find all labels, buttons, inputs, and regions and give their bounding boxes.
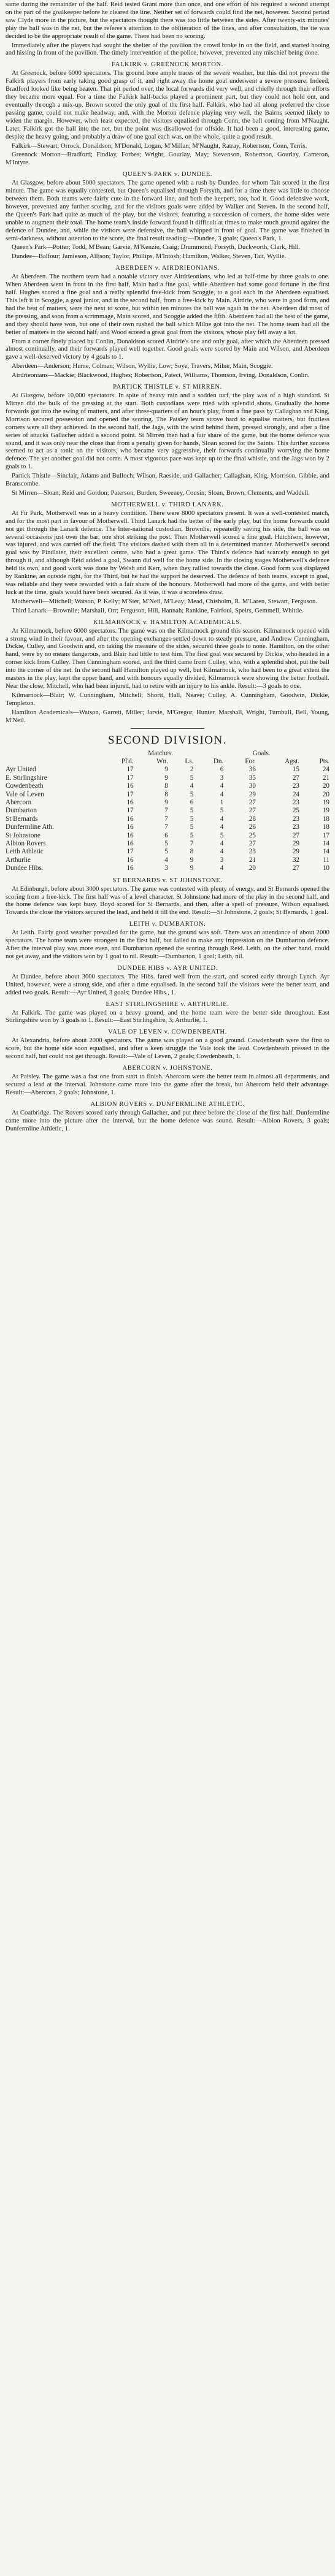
table-cell: 9 bbox=[164, 774, 168, 782]
table-cell: 5 bbox=[220, 807, 224, 815]
table-cell: 4 bbox=[220, 782, 224, 790]
table-cell: 5 bbox=[190, 823, 194, 831]
group-matches: Matches. bbox=[148, 749, 173, 757]
match-heading: ABERDEEN v. AIRDRIEONIANS. bbox=[115, 265, 220, 272]
table-cell: 9 bbox=[190, 864, 194, 872]
match-report-leith-v-dumbarton bbox=[6, 920, 329, 961]
table-row bbox=[6, 799, 329, 807]
match-heading: LEITH v. DUMBARTON. bbox=[129, 921, 206, 928]
table-row bbox=[6, 864, 329, 872]
table-cell: 29 bbox=[292, 839, 300, 847]
table-cell: 5 bbox=[164, 839, 168, 847]
match-report-text: At Dundee, before about 3000 spectators. The Hibs. fared well from the start, and scored early through Lynch. Ayr United, however, were a strong side, and after a time equalised. In the second half the visitors were the better team, and added two goals. Result:—Ayr United, 3 goals; Dundee Hibs., 1. bbox=[6, 973, 329, 996]
table-cell: 24 bbox=[322, 766, 329, 774]
table-cell: 1 bbox=[220, 798, 224, 806]
team-lineup: Dundee—Balfour; Jamieson, Allison; Taylor, Phillips, M'Intosh; Hamilton, Walker, Steven, Tait, Wyllie. bbox=[12, 253, 287, 261]
team-name: Arthurlie bbox=[6, 856, 31, 864]
table-cell: 16 bbox=[126, 864, 134, 872]
table-cell: 24 bbox=[292, 790, 300, 798]
team-lineup: Falkirk—Stewart; Orrock, Donaldson; M'Donald, Logan, M'Millan; M'Naught, Ratray, Robertson, Conn, Terris. bbox=[12, 142, 307, 150]
team-name: Cowdenbeath bbox=[6, 782, 44, 790]
table-row bbox=[6, 774, 329, 782]
match-reports bbox=[6, 61, 329, 725]
table-row bbox=[6, 766, 329, 774]
team-lineup: Kilmarnock—Blair; W. Cunningham, Mitchell; Shortt, Hall, Neave; Culley, A. Cunningham, Goodwin, Dickie, Templeton. bbox=[6, 692, 329, 707]
team-name: Vale of Leven bbox=[6, 790, 44, 798]
table-cell: 15 bbox=[292, 766, 300, 774]
column-header: Pts. bbox=[319, 757, 329, 765]
table-cell: 25 bbox=[292, 807, 300, 815]
match-heading: KILMARNOCK v. HAMILTON ACADEMICALS. bbox=[93, 619, 242, 626]
table-cell: 25 bbox=[248, 831, 256, 839]
table-cell: 10 bbox=[322, 864, 329, 872]
match-report-text: At Coatbridge. The Rovers scored early through Gallacher, and put three before the close of the first half. Dunfermline came more into the picture after the interval, but the home defence was sound. Result:—Albion Rovers, 3 goals; Dunfermline Athletic, 1. bbox=[6, 1109, 329, 1132]
table-column-header bbox=[6, 758, 329, 766]
match-heading: ABERCORN v. JOHNSTONE. bbox=[122, 1065, 213, 1072]
table-cell: 5 bbox=[190, 815, 194, 823]
table-cell: 6 bbox=[190, 798, 194, 806]
match-heading: ALBION ROVERS v. DUNFERMLINE ATHLETIC. bbox=[90, 1100, 245, 1108]
team-lineup: Queen's Park—Potter; Todd, M'Bean; Garvie, M'Kenzie, Craig; Drummond, Forsyth, Duckworth, Clark, Hill. bbox=[12, 244, 301, 251]
table-cell: 23 bbox=[248, 848, 256, 856]
table-row bbox=[6, 782, 329, 790]
table-cell: 23 bbox=[292, 798, 300, 806]
table-cell: 17 bbox=[126, 790, 134, 798]
match-heading: EAST STIRLINGSHIRE v. ARTHURLIE. bbox=[106, 1000, 229, 1008]
match-heading: VALE OF LEVEN v. COWDENBEATH. bbox=[108, 1029, 227, 1036]
team-lineup: St Mirren—Sloan; Reid and Gordon; Paterson, Burden, Sweeney, Cousin; Sloan, Brown, Clements, and Waddell. bbox=[12, 489, 310, 497]
table-cell: 23 bbox=[292, 823, 300, 831]
group-goals: Goals. bbox=[252, 749, 271, 757]
table-cell: 3 bbox=[164, 864, 168, 872]
newspaper-page bbox=[6, 0, 329, 2576]
match-report-text: At Leith. Fairly good weather prevailed for the game, but the ground was soft. There was an attendance of about 2000 spectators. The home team were strongest in the first half, but failed to make any impression on the Dumbarton defence. After the interval play was more even, and Dumbarton opened the scoring through Reid. Leith, on the other hand, could not get away, and the visitors won by 1 goal to nil. Result:—Dumbarton, 1 goal; Leith, nil. bbox=[6, 929, 329, 960]
team-name: St Bernards bbox=[6, 815, 38, 823]
match-report-vale-of-leven-v-cowdenbeath bbox=[6, 1028, 329, 1061]
table-group-header bbox=[6, 750, 329, 758]
table-cell: 14 bbox=[322, 848, 329, 856]
table-row bbox=[6, 823, 329, 831]
table-cell: 17 bbox=[126, 774, 134, 782]
second-division-table bbox=[6, 750, 329, 873]
match-report-abercorn-v-johnstone bbox=[6, 1064, 329, 1097]
table-cell: 16 bbox=[126, 815, 134, 823]
table-cell: 21 bbox=[248, 856, 256, 864]
table-cell: 19 bbox=[322, 798, 329, 806]
table-cell: 8 bbox=[164, 790, 168, 798]
table-cell: 17 bbox=[126, 848, 134, 856]
team-name: Leith Athletic bbox=[6, 848, 44, 856]
table-cell: 4 bbox=[220, 815, 224, 823]
table-cell: 27 bbox=[292, 864, 300, 872]
table-cell: 29 bbox=[248, 790, 256, 798]
team-name: E. Stirlingshire bbox=[6, 774, 47, 782]
table-cell: 16 bbox=[126, 839, 134, 847]
table-cell: 27 bbox=[248, 798, 256, 806]
match-report-text: At Kilmarnock, before 6000 spectators. The game was on the Kilmarnock ground this season. Kilmarnock opened with a strong wind in their favour, and after the opening exchanges settled down to steady pressure, and Andrew Cunningham, Dickie, Culley, and Goodwin and, on taking the measure of the sides, secured three goals to none. Hamilton, on the other hand, were by no means dangerous, and Blair had little to test him. The first goal was secured by Dickie, who headed in a corner kick from Culley. Then Cunningham scored, and the third came from Culley, who, with a splendid shot, put the ball into the corner of the net. In the second half Hamilton played up well, but Kilmarnock, who had been to a great extent the masters in the play, kept the upper hand, and with honours equally divided, Kilmarnock were showing the better football. Near the close, Mitchell, who had been injured, had to retire with an injury to his ankle. Result:—3 goals to one. bbox=[6, 627, 329, 690]
table-cell: 18 bbox=[322, 823, 329, 831]
match-report-falkirk-v-greenock-morton bbox=[6, 61, 329, 167]
table-cell: 27 bbox=[248, 839, 256, 847]
match-heading: FALKIRK v. GREENOCK MORTON. bbox=[112, 61, 223, 69]
team-name: Ayr United bbox=[6, 766, 36, 774]
table-cell: 4 bbox=[220, 790, 224, 798]
match-report-text: At Aberdeen. The northern team had a notable victory over Airdrieonians, who led at half-time by three goals to one. When Aberdeen went in front in the first half, Main had a fine goal, while Aberdeen had some good fortune in the first half. Hughes scored a fine goal and a really splendid free-kick from Scoggie, to a goal each in the Aberdeen equalised. This left it in Scoggie, a goal junior, and in the second half, from a free-kick by Main. Airdrie, who were in good form, and had the best of matters, were the next to score, but within ten minutes the ball was again in the net. Aberdeen did most of the pressing, and soon from a scrimmage, Main scored, and Scoggie added the fifth. Aberdeen had all the best of the game, and they should have won, but one of their own rushed the ball which Milne got into the net. The home team had all the better of matters in the second half, and Wood scored a great goal from the visitors, whose play fell away a lot. bbox=[6, 273, 329, 336]
table-cell: 14 bbox=[322, 839, 329, 847]
match-report-kilmarnock-v-hamilton-academicals bbox=[6, 619, 329, 725]
table-cell: 3 bbox=[220, 774, 224, 782]
team-name: St Johnstone bbox=[6, 831, 40, 839]
table-cell: 36 bbox=[248, 766, 256, 774]
table-cell: 17 bbox=[126, 766, 134, 774]
table-cell: 17 bbox=[126, 807, 134, 815]
table-cell: 7 bbox=[190, 839, 194, 847]
table-cell: 2 bbox=[190, 766, 194, 774]
match-report-partick-thistle-v-st-mirren bbox=[6, 383, 329, 498]
table-cell: 4 bbox=[220, 823, 224, 831]
table-cell: 5 bbox=[190, 790, 194, 798]
table-cell: 28 bbox=[248, 815, 256, 823]
match-report-text: At Greenock, before 6000 spectators. The ground bore ample traces of the severe weather, but this did not prevent the Falkirk players from early taking good grasp of it, and right away the home goal underwent a severe pressure. Indeed, Bradford looked like being beaten. That pit period over, the local forwards did very well, and chiefly through their efforts they became more equal. For a time the Falkirk half-backs played a prominent part, but they could not hold out, and eventually through a mix-up, Brown scored the only goal of the first half. Falkirk, who had all along preferred the close passing game, could not make headway, and, with the Morton defence playing very well, the Bairns seemed likely to widen the margin. However, when least expected, the visitors equalised through Conn, the ball coming from M'Naught. Later, Falkirk got the ball into the net, but the point was disallowed for offside. It had been a good, interesting game, despite the heavy going, and probably a draw of one goal each was, on the whole, quite a good result. bbox=[6, 70, 329, 140]
team-lineup: Hamilton Academicals—Watson, Garrett, Miller; Jarvie, M'Gregor, Hunter, Marshall, Wright, Turnbull, Bell, Young, M'Neil. bbox=[6, 709, 329, 724]
team-name: Dundee Hibs. bbox=[6, 864, 44, 872]
table-row bbox=[6, 832, 329, 840]
table-cell: 6 bbox=[164, 831, 168, 839]
table-row bbox=[6, 791, 329, 799]
table-cell: 7 bbox=[164, 823, 168, 831]
table-cell: 29 bbox=[292, 848, 300, 856]
table-cell: 9 bbox=[164, 798, 168, 806]
team-name: Albion Rovers bbox=[6, 839, 46, 847]
divider bbox=[131, 728, 204, 729]
table-cell: 27 bbox=[292, 774, 300, 782]
team-lineup: From a corner finely placed by Conlin, Donaldson scored Airdrie's one and only goal, after which the Aberdeen pressed almost continually, and their forwards played well together. Good goals were scored by Main and Wilson, and Aberdeen gave a well-deserved victory by 4 goals to 1. bbox=[6, 338, 329, 361]
match-report-east-stirlingshire-v-arthurlie bbox=[6, 1000, 329, 1026]
match-report-motherwell-v-third-lanark bbox=[6, 501, 329, 615]
table-cell: 8 bbox=[190, 848, 194, 856]
team-lineup: Third Lanark—Brownlie; Marshall, Orr; Ferguson, Hill, Hannah; Rankine, Fairfoul, Speirs, Gemmell, Whittle. bbox=[12, 607, 304, 614]
match-report-text: At Glasgow, before 10,000 spectators. In spite of heavy rain and a sodden turf, the play was of a high standard. St Mirren did the bulk of the pressing at the start. Both custodians were tried with splendid shots. Gradually the home forwards got into the swing of matters, and after three-quarters of an hour's play, from a fine pass by Callaghan and King, Morrison secured possession and opened the scoring. The Paisley team strove hard to equalise matters, but fruitless corners were all they achieved. In the second half, the Jags, with the wind behind them, pressed strongly, and after a fine series of attacks Gallacher added a second point. St Mirren then had a fair share of the game, but the home defence was sound, and it was only near the close that from a penalty given for hands, Sloan scored for the Saints. This further success seemed to act as a tonic on the visitors, who became very aggressive, their forwards continually worrying the home defence. The yet another goal did not come. A most vigorous pace was kept up to the final whistle, and the Jags won by 2 goals to 1. bbox=[6, 392, 329, 471]
team-name: Dumbarton bbox=[6, 807, 37, 815]
team-lineup: Airdrieonians—Mackie; Blackwood, Hughes; Robertson, Patect, Williams, Thomson, Irving, Donaldson, Conlin. bbox=[12, 372, 310, 379]
table-row bbox=[6, 856, 329, 864]
table-cell: 9 bbox=[190, 856, 194, 864]
table-cell: 19 bbox=[322, 807, 329, 815]
match-report-st-bernards-v-st-johnstone bbox=[6, 877, 329, 918]
column-header: Dn. bbox=[213, 757, 224, 765]
team-name: Abercorn bbox=[6, 798, 32, 806]
table-cell: 16 bbox=[126, 798, 134, 806]
column-header: For. bbox=[245, 757, 256, 765]
team-lineup: Aberdeen—Anderson; Hume, Colman; Wilson, Wyllie, Low; Soye, Travers, Milne, Main, Scoggie. bbox=[12, 363, 273, 370]
table-cell: 23 bbox=[292, 782, 300, 790]
table-cell: 21 bbox=[322, 774, 329, 782]
table-cell: 5 bbox=[164, 848, 168, 856]
table-cell: 20 bbox=[248, 864, 256, 872]
table-cell: 20 bbox=[322, 782, 329, 790]
table-cell: 16 bbox=[126, 856, 134, 864]
table-cell: 32 bbox=[292, 856, 300, 864]
table-cell: 3 bbox=[220, 856, 224, 864]
table-cell: 27 bbox=[248, 807, 256, 815]
intro-paragraph-2: Immediately after the players had sought the shelter of the pavilion the crowd broke in on the field, and started booing and hissing in front of the pavilion. The timely intervention of the police, however, prevented any mischief being done. bbox=[6, 42, 329, 57]
table-body bbox=[6, 766, 329, 872]
table-cell: 26 bbox=[248, 823, 256, 831]
intro-paragraph: same during the remainder of the half. Reid tested Grant more than once, and one effort of his required a second attempt on the part of the goalkeeper before he cleared the line. Neither set of forwards could find the net, however. Second period saw Clyde more in the picture, but the spectators thought there was too little between the sides. After twenty-six minutes' play the ball was in the net, but the referee's attention to the obliteration of the lines, and after consultation, the tie was decided to be the appropriate result of the game. There had been no scoring. bbox=[6, 1, 329, 40]
match-heading: QUEEN'S PARK v. DUNDEE. bbox=[122, 171, 213, 178]
table-cell: 16 bbox=[126, 831, 134, 839]
table-cell: 4 bbox=[220, 848, 224, 856]
team-name: Dunfermline Ath. bbox=[6, 823, 54, 831]
match-reports-lower bbox=[6, 877, 329, 1134]
table-cell: 4 bbox=[220, 864, 224, 872]
table-cell: 7 bbox=[164, 815, 168, 823]
table-row bbox=[6, 815, 329, 823]
table-cell: 9 bbox=[164, 766, 168, 774]
match-heading: PARTICK THISTLE v. ST MIRREN. bbox=[113, 384, 222, 391]
table-cell: 11 bbox=[323, 856, 329, 864]
table-cell: 30 bbox=[248, 782, 256, 790]
match-report-text: At Paisley. The game was a fast one from start to finish. Abercorn were the better team in almost all departments, and secured a lead at the interval. Johnstone came more into the game after the break, but Abercorn held their advantage. Result:—Abercorn, 2 goals; Johnstone, 1. bbox=[6, 1073, 329, 1096]
table-cell: 5 bbox=[190, 807, 194, 815]
table-cell: 4 bbox=[164, 856, 168, 864]
column-header: Wn. bbox=[156, 757, 168, 765]
match-report-aberdeen-v-airdrieonians bbox=[6, 264, 329, 380]
team-lineup: Greenock Morton—Bradford; Findlay, Forbes; Wright, Gourlay, May; Stevenson, Robertson, Gourlay, Cameron, M'Intyre. bbox=[6, 151, 329, 167]
table-cell: 27 bbox=[292, 831, 300, 839]
table-cell: 20 bbox=[322, 790, 329, 798]
match-heading: MOTHERWELL v. THIRD LANARK. bbox=[111, 501, 224, 508]
column-header: Agst. bbox=[285, 757, 300, 765]
match-report-text: At Falkirk. The game was played on a heavy ground, and the home team were the better side throughout. East Stirlingshire won by 3 goals to 1. Result:—East Stirlingshire, 3; Arthurlie, 1. bbox=[6, 1009, 329, 1024]
match-report-text: At Alexandria, before about 2000 spectators. The game was played on a good ground. Cowdenbeath were the first to score, but the home side soon equalised, and after a keen struggle the Vale took the lead. Cowdenbeath pressed in the second half, but could not get through. Result:—Vale of Leven, 2 goals; Cowdenbeath, 1. bbox=[6, 1037, 329, 1061]
table-cell: 16 bbox=[126, 823, 134, 831]
match-report-albion-rovers-v-dunfermline-athletic bbox=[6, 1100, 329, 1134]
table-cell: 4 bbox=[190, 782, 194, 790]
match-report-text: At Fir Park, Motherwell was in a heavy condition. There were 8000 spectators present. It was a well-contested match, and for the most part in favour of Motherwell. Third Lanark had the better of the early play, but the home forwards could not get through the Lanark defence. The Inter-national custodian, Brownlie, repeatedly saving his side, the ball was on several occasions just over the bar, one shot striking the post. Then Motherwell scored a fine goal. Hutchison, however, was injured, and was carried off the field. The visitors dashed with them all in a determined manner. Motherwell's second goal was by Findlater, their excellent centre, who had a great game. The Third's defence had scarcely enough to get through it, and although Reid added a goal, Swann did well for the home side. In the closing stages Motherwell's defence held its own, and good work was done by Welsh and Kerr, when they rallied towards the close. Good form was displayed by Rankine, an outside right, for the Third, but he had the support he deserved. The defence of both teams, except in goal, was reliable and they were rewarded with a fair share of the honours. Motherwell had more of the game, and with better luck at the time, goals would have been secured. As it was, it was a scoreless draw. bbox=[6, 509, 329, 596]
table-row bbox=[6, 840, 329, 848]
table-cell: 5 bbox=[190, 774, 194, 782]
match-report-text: At Edinburgh, before about 3000 spectators. The game was contested with plenty of energy, and St Bernards opened the scoring from a free-kick. The first half was of a level character. St Johnstone had more of the play in the second half, and the home defence was kept busy. Boyd scored for St Bernards, and then, after a spell of pressure, Wilson equalised. Towards the close the visitors secured the lead, and held it till the end. Result:—St Johnstone, 2 goals; St Bernards, 1 goal. bbox=[6, 885, 329, 916]
table-cell: 16 bbox=[126, 782, 134, 790]
table-cell: 5 bbox=[220, 831, 224, 839]
team-lineup: Motherwell—Mitchell; Watson, P. Kelly; M'Ster, M'Neil, M'Leay; Mead, Chisholm, R. M'Laren, Stewart, Ferguson. bbox=[12, 598, 318, 605]
table-cell: 23 bbox=[292, 815, 300, 823]
match-report-dundee-hibs-v-ayr-united bbox=[6, 964, 329, 997]
table-cell: 4 bbox=[220, 839, 224, 847]
team-lineup: Partick Thistle—Sinclair, Adams and Bulloch; Wilson, Raeside, and Gallacher; Callaghan, King, Morrison, Gibbie, and Branscombe. bbox=[6, 473, 329, 488]
table-row bbox=[6, 848, 329, 856]
table-cell: 35 bbox=[248, 774, 256, 782]
table-cell: 6 bbox=[220, 766, 224, 774]
table-cell: 17 bbox=[322, 831, 329, 839]
second-division-title: SECOND DIVISION. bbox=[108, 733, 227, 747]
table-row bbox=[6, 807, 329, 815]
column-header: Ls. bbox=[185, 757, 194, 765]
match-heading: ST BERNARDS v. ST JOHNSTONE. bbox=[112, 877, 223, 884]
table-cell: 5 bbox=[190, 831, 194, 839]
column-header: Pl'd. bbox=[121, 757, 134, 765]
match-report-text: At Glasgow, before about 5000 spectators. The game opened with a rush by Dundee, for whom Tait scored in the first minute. The game was equally contested, but Queen's equalised through Forsyth, and for a time there was little to choose between them. Both teams were fairly cute in the forward line, and both the keepers, too, had it. Good defensive work, however, prevented any further scoring, and for the visitors goals were added by Walker and Steven. In the second half, the Queen's Park had quite as much of the play, but the visitors, featuring a succession of corners, the home sides were unable to augment their total. The home team's inside forward found it difficult at times to make much ground against the defence of Dundee, and, while the visitors were defensive, the ball whipped in front of goal. The game was finished in semi-darkness, without attention to the score, the final result reading:—Dundee, 3 goals; Queen's Park, 1. bbox=[6, 180, 329, 242]
table-cell: 18 bbox=[322, 815, 329, 823]
match-report-queen-s-park-v-dundee bbox=[6, 170, 329, 261]
table-cell: 7 bbox=[164, 807, 168, 815]
match-heading: DUNDEE HIBS v. AYR UNITED. bbox=[117, 964, 218, 972]
table-cell: 8 bbox=[164, 782, 168, 790]
